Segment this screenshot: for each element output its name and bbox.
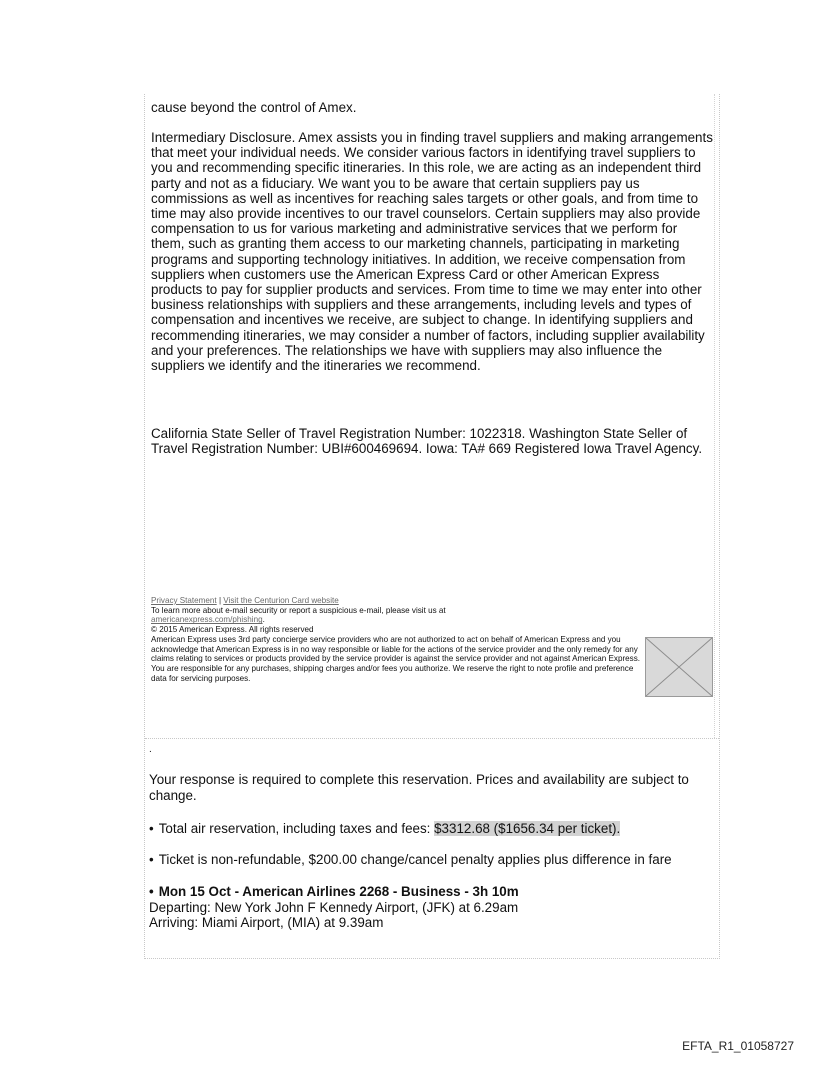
footer-links	[151, 596, 641, 606]
intermediary-disclosure: Intermediary Disclosure. Amex assists you in finding travel suppliers and making arrangements that meet your individual needs. We consider various factors in identifying travel suppliers to you and recommending specific itineraries. In this role, we are acting as an independent third party and not as a fiduciary. We want you to be aware that certain suppliers pay us commissions as well as incentives for reaching sales targets or other goals, and from time to time may also provide incentives to our travel counselors. Certain suppliers may also provide compensation to us for various marketing and administrative services that we perform for them, such as granting them access to our marketing channels, participating in marketing programs and supporting technology initiatives. In addition, we receive compensation from suppliers when customers use the American Express Card or other American Express products to pay for supplier products and services. From time to time we may enter into other business relationships with suppliers and these arrangements, including levels and types of compensation and incentives we receive, are subject to change. In identifying suppliers and recommending itineraries, we may consider a number of factors, including supplier availability and your preferences. The relationships we have with suppliers may also influence the suppliers we identify and the itineraries we recommend.	[151, 130, 713, 374]
link-separator: |	[218, 596, 222, 605]
total-reservation-line	[149, 821, 713, 837]
privacy-statement-link[interactable]: Privacy Statement	[151, 596, 217, 605]
centurion-card-link[interactable]: Visit the Centurion Card website	[223, 596, 339, 605]
phishing-period: .	[262, 615, 265, 625]
total-price: $3312.68 ($1656.34 per ticket).	[434, 821, 621, 836]
departing-info: Departing: New York John F Kennedy Airport, (JFK) at 6.29am	[149, 899, 519, 915]
total-label: Total air reservation, including taxes and fees:	[158, 821, 435, 836]
image-placeholder-icon	[646, 638, 712, 696]
flight-details	[149, 884, 713, 931]
section-divider	[145, 738, 719, 739]
document-id: EFTA_R1_01058727	[682, 1039, 794, 1053]
broken-image-placeholder	[645, 637, 713, 697]
phishing-link[interactable]: americanexpress.com/phishing	[151, 615, 263, 625]
response-required-text: Your response is required to complete this reservation. Prices and availability are subject to change.	[149, 772, 689, 803]
bullet: •	[149, 852, 154, 867]
flight-title-line	[149, 884, 713, 900]
cause-text: cause beyond the control of Amex.	[151, 100, 357, 115]
bullet: •	[149, 821, 154, 836]
stray-period: .	[149, 744, 152, 755]
flight-title: Mon 15 Oct - American Airlines 2268 - Business - 3h 10m	[158, 884, 519, 899]
email-footer	[151, 596, 641, 683]
ticket-policy-line	[149, 852, 713, 868]
email-content-panel	[144, 94, 720, 959]
copyright-text: © 2015 American Express. All rights reserved	[151, 625, 314, 635]
registration-numbers: California State Seller of Travel Registration Number: 1022318. Washington State Seller of Travel Registration Number: UBI#600469694. Iowa: TA# 669 Registered Iowa Travel Agency.	[151, 426, 703, 457]
phishing-line	[151, 615, 641, 625]
arriving-info: Arriving: Miami Airport, (MIA) at 9.39am	[149, 915, 384, 931]
bullet: •	[149, 884, 154, 899]
disclaimer-text: American Express uses 3rd party concierge service providers who are not authorized to act on behalf of American Express and you acknowledge that American Express is in no way responsible or liable for the actions of the service provider and the only remedy for any claims relating to services or products provided by the service provider is against the service provider and not against American Express. You are responsible for any purchases, shipping charges and/or fees you authorize. We reserve the right to note profile and preference data for servicing purposes.	[151, 634, 641, 683]
ticket-policy-text: Ticket is non-refundable, $200.00 change/cancel penalty applies plus difference in fare	[158, 852, 672, 867]
security-notice: To learn more about e-mail security or report a suspicious e-mail, please visit us at	[151, 605, 446, 615]
